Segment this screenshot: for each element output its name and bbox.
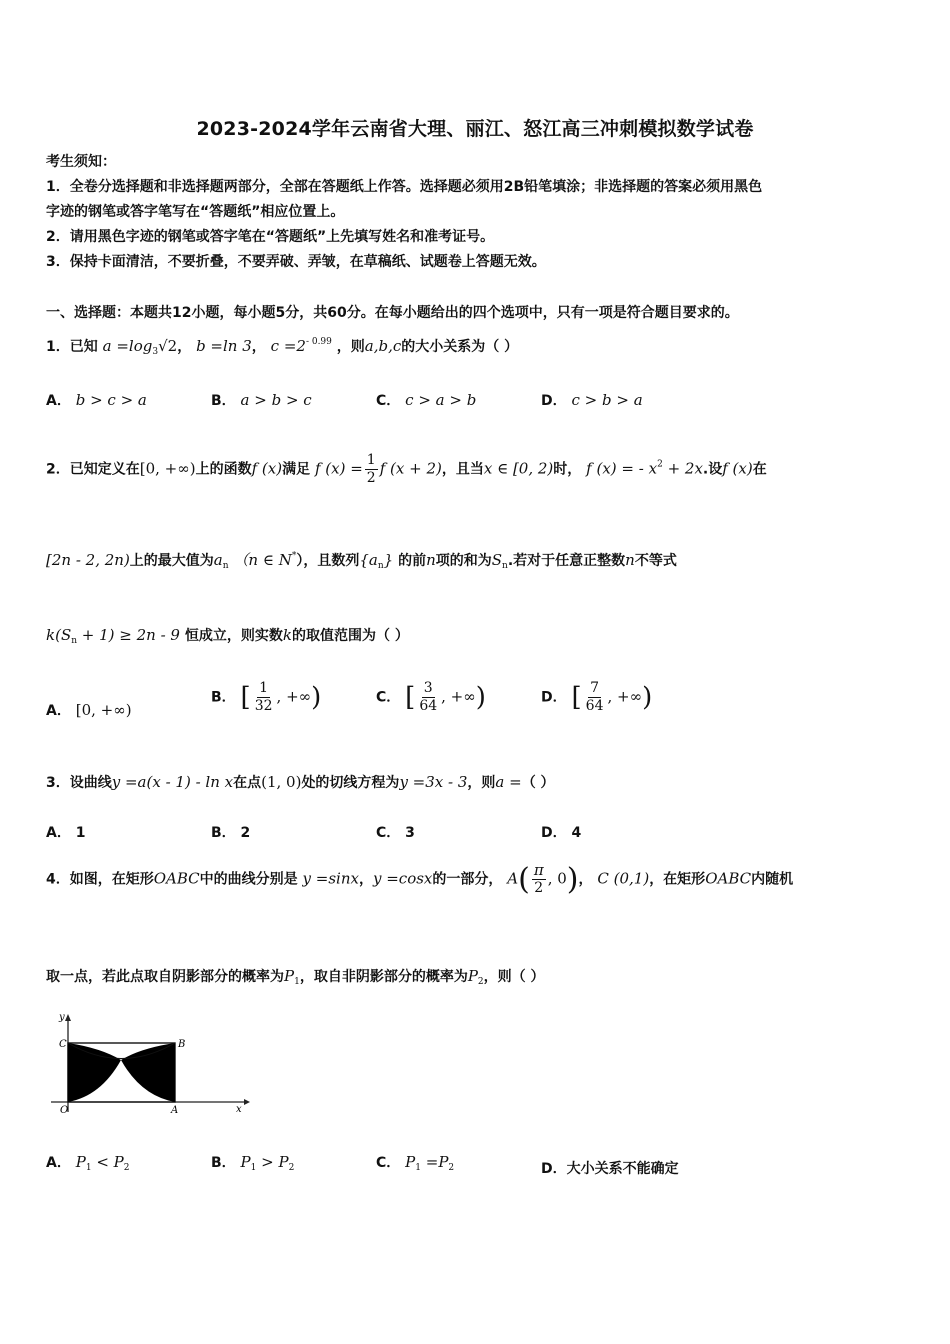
question-4-line-1: 4．如图，在矩形OABC中的曲线分别是 y =sinx，y =cosx的一部分， A( $\frac{\pi}{2}$ , 0)， C (0,1)，在矩形OABC内随机 [46, 861, 794, 897]
q2-option-b[interactable]: B． [ $\frac{1}{32}$ , +∞) [211, 680, 322, 714]
question-2-line-1: 2．已知定义在[0, +∞)上的函数f (x)满足 f (x) = $\frac{1}{2}$ f (x + 2)，且当x ∈ [0, 2)时， f (x) = - $x^2 + 2x$.设f (x)在 [46, 452, 767, 486]
question-4-line-2: 取一点，若此点取自阴影部分的概率为$P_1$，取自非阴影部分的概率为$P_2$，则（ ） [46, 967, 545, 987]
q1-option-d[interactable]: D． c > b > a [541, 391, 643, 409]
q1-option-a[interactable]: A． b > c > a [46, 391, 147, 409]
q4-option-c[interactable]: C． $P_1 =P_2$ [376, 1153, 455, 1173]
question-2-line-3: $k(S_n + 1) \ge 2n - 9$ 恒成立，则实数k的取值范围为（ ） [46, 626, 409, 646]
notice-line-2: 2．请用黑色字迹的钢笔或答字笔在“答题纸”上先填写姓名和准考证号。 [46, 229, 495, 245]
label-b: B [178, 1039, 186, 1050]
notice-line-1a: 1．全卷分选择题和非选择题两部分，全部在答题纸上作答。选择题必须用2B铅笔填涂；非选择题的答案必须用黑色 [46, 179, 763, 195]
q3-option-a[interactable]: A． 1 [46, 825, 86, 841]
q1-option-b[interactable]: B． a > b > c [211, 391, 312, 409]
q2-option-c[interactable]: C． [ $\frac{3}{64}$ , +∞) [376, 680, 486, 714]
q3-option-b[interactable]: B． 2 [211, 825, 251, 841]
q2-option-d[interactable]: D． [ $\frac{7}{64}$ , +∞) [541, 680, 653, 714]
shaded-region-right [121, 1043, 175, 1102]
notice-line-3: 3．保持卡面清洁，不要折叠，不要弄破、弄皱，在草稿纸、试题卷上答题无效。 [46, 254, 546, 270]
label-y: y [59, 1012, 65, 1023]
label-o: O [60, 1105, 69, 1116]
page-title: 2023-2024学年云南省大理、丽江、怒江高三冲刺模拟数学试卷 [196, 118, 754, 140]
rectangle-curves-figure [46, 1012, 256, 1120]
x-axis-arrow-icon [244, 1099, 250, 1105]
label-a: A [171, 1105, 179, 1116]
q4-option-d[interactable]: D．大小关系不能确定 [541, 1161, 679, 1177]
label-c: C [59, 1039, 67, 1050]
notice-line-1b: 字迹的钢笔或答字笔写在“答题纸”相应位置上。 [46, 204, 345, 220]
q1-option-c[interactable]: C． c > a > b [376, 391, 477, 409]
y-axis-arrow-icon [65, 1014, 71, 1021]
question-1: 1．已知 $a =\log_3√2$， b =ln 3， $c =2^{- 0.99}$ ，则a,b,c的大小关系为（ ） [46, 337, 519, 357]
question-3: 3．设曲线y =a(x - 1) - ln x在点(1, 0)处的切线方程为y =3x - 3，则a =（ ） [46, 773, 555, 791]
q4-option-b[interactable]: B． $P_1 > P_2$ [211, 1153, 295, 1173]
question-2-line-2: [2n - 2, 2n)上的最大值为$a_n$ （n ∈ N*），且数列$\{a_n\}$ 的前n项的和为$S_n$.若对于任意正整数n不等式 [46, 551, 677, 571]
label-x: x [236, 1104, 242, 1115]
shaded-region-left [68, 1043, 121, 1102]
notice-heading: 考生须知： [46, 154, 116, 170]
q3-option-c[interactable]: C． 3 [376, 825, 415, 841]
q4-option-a[interactable]: A． $P_1 < P_2$ [46, 1153, 130, 1173]
q3-option-d[interactable]: D． 4 [541, 825, 582, 841]
section-heading: 一、选择题：本题共12小题，每小题5分，共60分。在每小题给出的四个选项中，只有一项是符合题目要求的。 [46, 305, 739, 321]
q2-option-a[interactable]: A． [0, +∞) [46, 701, 132, 719]
